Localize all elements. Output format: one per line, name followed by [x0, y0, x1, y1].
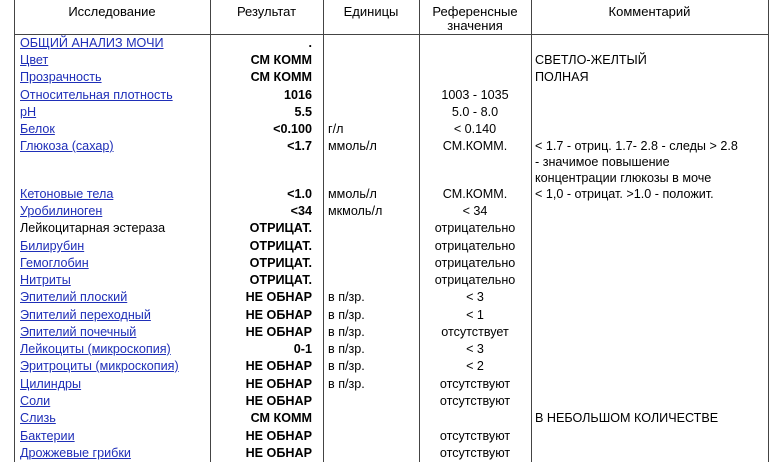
table-row — [0, 341, 772, 358]
table-row — [0, 87, 772, 104]
result-value: . — [308, 36, 312, 50]
result-value: НЕ ОБНАР — [245, 394, 312, 408]
table-row — [0, 358, 772, 375]
table-row — [0, 272, 772, 289]
units-value: ммоль/л — [328, 139, 377, 153]
result-value: СМ КОММ — [250, 411, 312, 425]
test-name-link[interactable]: Эпителий плоский — [20, 290, 128, 304]
result-value: СМ КОММ — [250, 70, 312, 84]
result-value: <34 — [290, 204, 312, 218]
test-name-link[interactable]: Билирубин — [20, 239, 85, 253]
comment-value: В НЕБОЛЬШОМ КОЛИЧЕСТВЕ — [535, 411, 719, 425]
units-value: мкмоль/л — [328, 204, 383, 218]
table-row — [0, 121, 772, 138]
test-name-link[interactable]: Белок — [20, 122, 55, 136]
glucose-comment-line: - значимое повышение — [535, 155, 670, 169]
test-name-link[interactable]: Соли — [20, 394, 51, 408]
units-value: в п/зр. — [328, 290, 365, 304]
result-value: <1.7 — [287, 139, 312, 153]
comment-value: СВЕТЛО-ЖЕЛТЫЙ — [535, 53, 647, 67]
reference-value: < 3 — [466, 342, 484, 356]
result-value: НЕ ОБНАР — [245, 429, 312, 443]
units-value: ммоль/л — [328, 187, 377, 201]
table-row — [0, 393, 772, 410]
header-units: Единицы — [343, 4, 399, 19]
units-value: в п/зр. — [328, 308, 365, 322]
result-value: НЕ ОБНАР — [245, 325, 312, 339]
test-name-link[interactable]: Дрожжевые грибки — [20, 446, 131, 460]
table-row — [0, 69, 772, 86]
table-row — [0, 445, 772, 462]
header-result: Результат — [236, 4, 297, 19]
reference-value: 5.0 - 8.0 — [451, 105, 499, 119]
result-value: НЕ ОБНАР — [245, 377, 312, 391]
comment-value: < 1,0 - отрицат. >1.0 - положит. — [535, 187, 714, 201]
reference-value: < 0.140 — [453, 122, 497, 136]
header-comment: Комментарий — [608, 4, 691, 19]
result-value: НЕ ОБНАР — [245, 446, 312, 460]
glucose-comment — [535, 138, 767, 186]
table-row — [0, 203, 772, 220]
result-value: ОТРИЦАТ. — [249, 239, 312, 253]
table-row — [0, 186, 772, 203]
result-value: НЕ ОБНАР — [245, 359, 312, 373]
reference-value: < 2 — [466, 359, 484, 373]
test-name-link[interactable]: Цвет — [20, 53, 49, 67]
result-value: <1.0 — [287, 187, 312, 201]
table-row — [0, 410, 772, 427]
header-test: Исследование — [68, 4, 156, 19]
table-row — [0, 238, 772, 255]
reference-value: < 34 — [462, 204, 488, 218]
units-value: в п/зр. — [328, 359, 365, 373]
result-value: 0-1 — [293, 342, 312, 356]
comment-value: ПОЛНАЯ — [535, 70, 589, 84]
reference-value: отрицательно — [434, 273, 516, 287]
reference-value: отсутствует — [441, 325, 509, 339]
test-name-link[interactable]: Относительная плотность — [20, 88, 173, 102]
test-name-link[interactable]: Уробилиноген — [20, 204, 103, 218]
test-name-link[interactable]: Гемоглобин — [20, 256, 89, 270]
test-name-link[interactable]: Лейкоциты (микроскопия) — [20, 342, 171, 356]
reference-value: отрицательно — [434, 256, 516, 270]
test-name-link[interactable]: Эритроциты (микроскопия) — [20, 359, 179, 373]
reference-value: СМ.КОММ. — [442, 139, 508, 153]
test-name-link[interactable]: pH — [20, 105, 37, 119]
units-value: в п/зр. — [328, 377, 365, 391]
result-value: 1016 — [283, 88, 312, 102]
reference-value: отсутствуют — [439, 394, 511, 408]
table-row — [0, 52, 772, 69]
test-name-link[interactable]: Глюкоза (сахар) — [20, 139, 114, 153]
result-value: 5.5 — [294, 105, 312, 119]
units-value: г/л — [328, 122, 344, 136]
table-row — [0, 289, 772, 306]
test-name-link[interactable]: Нитриты — [20, 273, 71, 287]
result-value: НЕ ОБНАР — [245, 308, 312, 322]
result-value: ОТРИЦАТ. — [249, 256, 312, 270]
table-row — [0, 220, 772, 237]
test-name-link[interactable]: Эпителий почечный — [20, 325, 137, 339]
table-row — [0, 428, 772, 445]
reference-value: < 1 — [466, 308, 484, 322]
test-name-link[interactable]: Кетоновые тела — [20, 187, 114, 201]
reference-value: отрицательно — [434, 221, 516, 235]
table-row — [0, 255, 772, 272]
reference-value: отсутствуют — [439, 377, 511, 391]
result-value: <0.100 — [273, 122, 312, 136]
result-value: СМ КОММ — [250, 53, 312, 67]
test-name-link[interactable]: Эпителий переходный — [20, 308, 151, 322]
test-name-link[interactable]: Бактерии — [20, 429, 75, 443]
glucose-comment-line: концентрации глюкозы в моче — [535, 171, 712, 185]
units-value: в п/зр. — [328, 342, 365, 356]
reference-value: отсутствуют — [439, 429, 511, 443]
reference-value: отсутствуют — [439, 446, 511, 460]
test-name-link[interactable]: ОБЩИЙ АНАЛИЗ МОЧИ — [20, 36, 164, 50]
result-value: НЕ ОБНАР — [245, 290, 312, 304]
reference-value: < 3 — [466, 290, 484, 304]
table-row — [0, 376, 772, 393]
reference-value: отрицательно — [434, 239, 516, 253]
table-row — [0, 307, 772, 324]
header-reference: Референсные значения — [432, 4, 518, 33]
test-name-link[interactable]: Прозрачность — [20, 70, 102, 84]
test-name-link[interactable]: Цилиндры — [20, 377, 82, 391]
reference-value: СМ.КОММ. — [442, 187, 508, 201]
table-row — [0, 324, 772, 341]
reference-value: 1003 - 1035 — [441, 88, 509, 102]
table-row — [0, 35, 772, 52]
test-name-link[interactable]: Слизь — [20, 411, 56, 425]
table-row — [0, 104, 772, 121]
glucose-comment-line: < 1.7 - отриц. 1.7- 2.8 - следы > 2.8 — [535, 139, 738, 153]
result-value: ОТРИЦАТ. — [249, 221, 312, 235]
result-value: ОТРИЦАТ. — [249, 273, 312, 287]
test-name: Лейкоцитарная эстераза — [20, 221, 166, 235]
units-value: в п/зр. — [328, 325, 365, 339]
